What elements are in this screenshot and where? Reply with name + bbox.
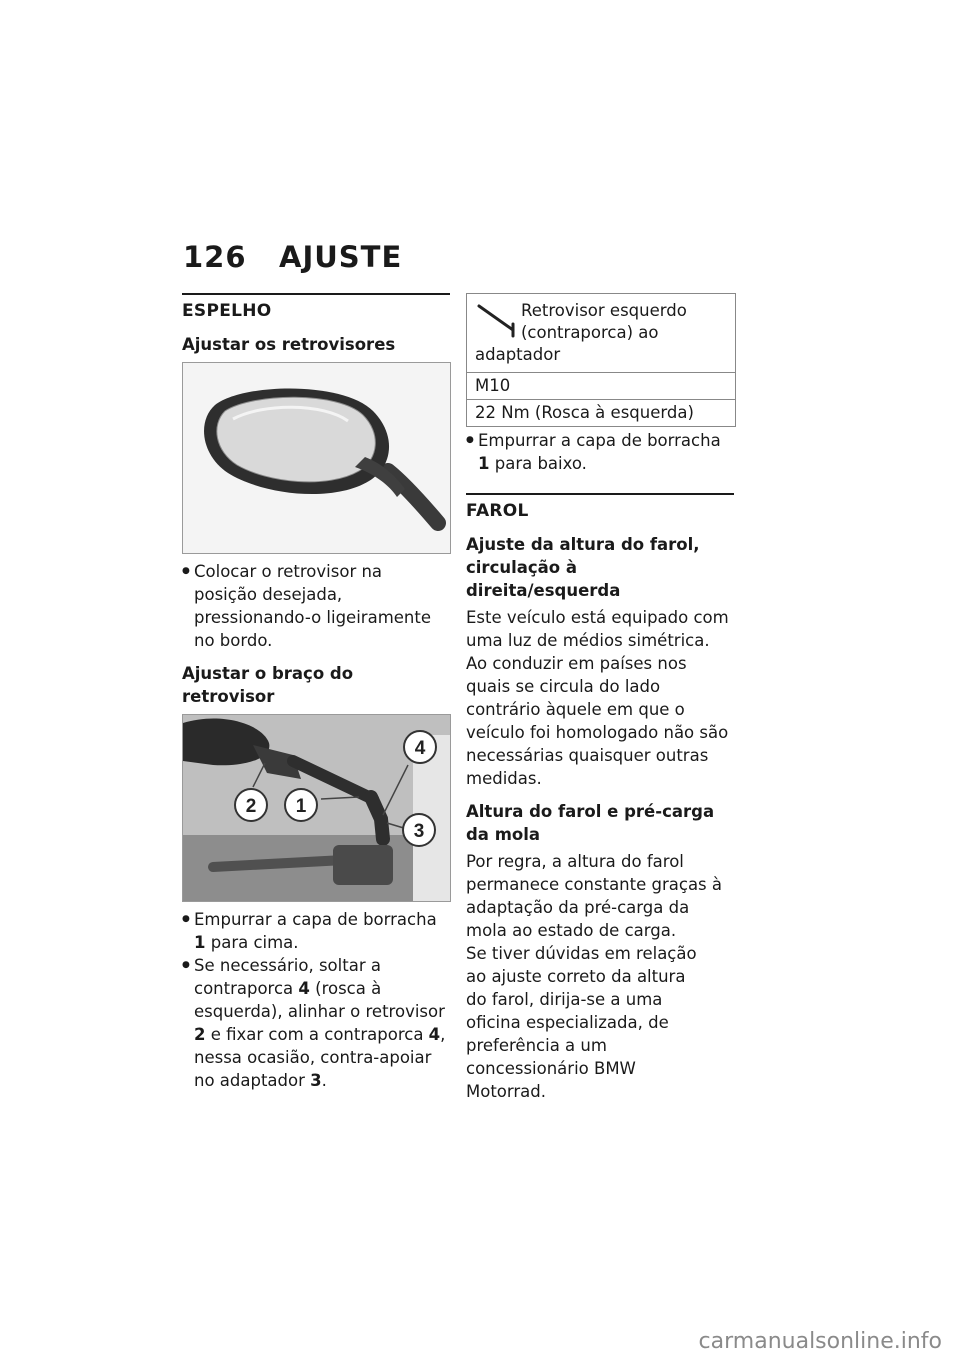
paragraph-dealer-advice: Se tiver dúvidas em relação ao ajuste correto da altura do farol, dirija-se a uma oficina especializada, de preferência a um concessionário BMW Motorrad.: [466, 944, 697, 1101]
subsection-altura-precarga: Altura do farol e pré-carga da mola: [466, 802, 715, 844]
mirror-photo: [182, 362, 451, 554]
torque-spec-table: [466, 293, 736, 427]
left-column: [182, 293, 450, 1092]
steps-mirror: [182, 560, 450, 652]
subsection-ajustar-braco: Ajustar o braço do retrovisor: [182, 664, 354, 706]
chapter-title: AJUSTE: [279, 240, 403, 274]
spec-torque: 22 Nm (Rosca à esquerda): [467, 400, 736, 427]
step-push-cap-down: ● Empurrar a capa de borracha 1 para baixo.: [466, 429, 734, 475]
mirror-arm-photo: [182, 714, 451, 902]
svg-text:4: 4: [414, 738, 426, 759]
callout-3: [403, 814, 435, 846]
page-header: [183, 240, 402, 274]
paragraph-symmetric-beam: Este veículo está equipado com uma luz de médios simétrica. Ao conduzir em países nos quais se circula do lado contrário àquele em que o veículo foi homologado não são necessárias quaisquer outras medidas.: [466, 608, 729, 788]
spec-title-cell: [467, 294, 736, 373]
spec-thread: M10: [467, 373, 736, 400]
steps-mirror-arm: [182, 908, 450, 1092]
spec-title: Retrovisor esquerdo (contraporca) ao adaptador: [475, 301, 687, 364]
torque-wrench-icon: [475, 300, 519, 340]
callout-2: [235, 789, 267, 821]
right-column: [466, 293, 734, 1103]
section-rule: [182, 293, 450, 295]
callout-1: [285, 789, 317, 821]
svg-text:3: 3: [413, 821, 425, 842]
subsection-ajustar-retrovisores: Ajustar os retrovisores: [182, 335, 396, 354]
section-title-espelho: ESPELHO: [182, 301, 272, 321]
page-number: 126: [183, 240, 247, 274]
mirror-illustration: [183, 363, 450, 553]
svg-text:1: 1: [295, 796, 307, 817]
callout-4: [404, 731, 436, 763]
svg-text:2: 2: [245, 796, 257, 817]
section-rule-farol: [466, 493, 734, 495]
step-push-cap-up: ● Empurrar a capa de borracha 1 para cima.: [182, 908, 450, 954]
mirror-arm-illustration: [183, 715, 450, 901]
paragraph-headlight-constant: Por regra, a altura do farol permanece constante graças à adaptação da pré-carga da mola ao estado de carga.: [466, 852, 723, 940]
steps-cap-down: [466, 429, 734, 475]
step-position-mirror: ● Colocar o retrovisor na posição desejada, pressionando-o ligeiramente no bordo.: [182, 560, 450, 652]
section-title-farol: FAROL: [466, 501, 529, 521]
footer-watermark: carmanualsonline.info: [698, 1329, 942, 1354]
step-loosen-locknut: ● Se necessário, soltar a contraporca 4 (rosca à esquerda), alinhar o retrovisor 2 e fixar com a contraporca 4, nessa ocasião, contra-apoiar no adaptador 3.: [182, 954, 450, 1092]
subsection-altura-farol-circulacao: Ajuste da altura do farol, circulação à direita/esquerda: [466, 535, 700, 600]
